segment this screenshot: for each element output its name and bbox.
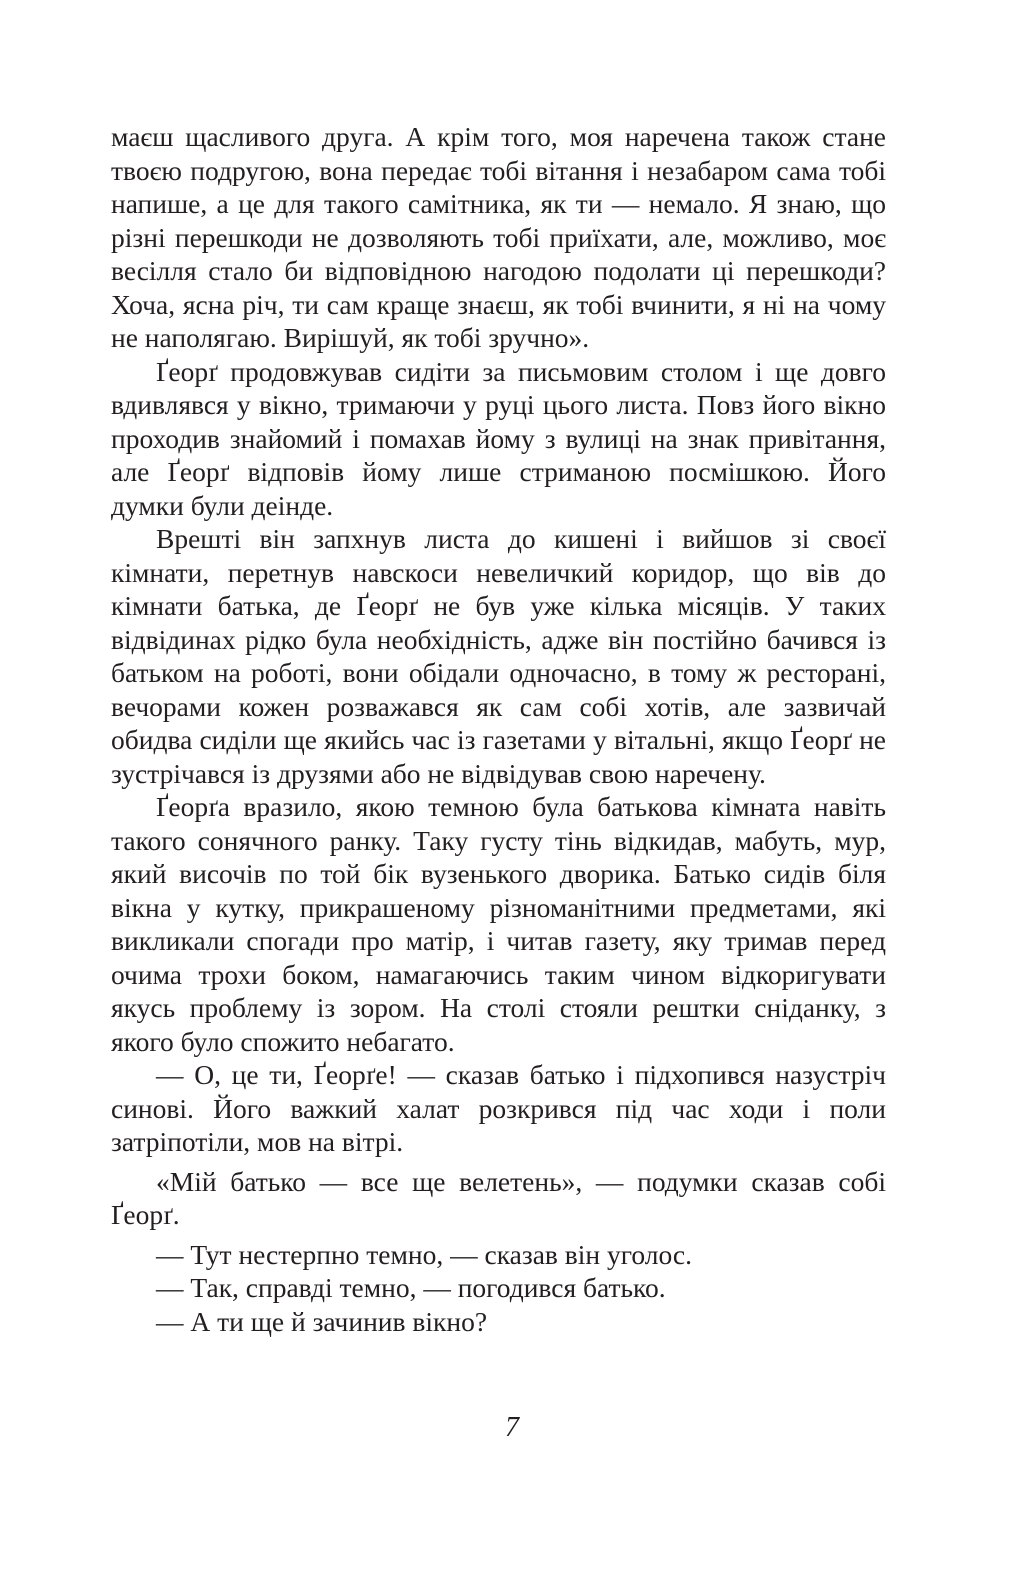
paragraph: Ґеорґ продовжував сидіти за письмовим столом і ще довго вдивлявся у вікно, тримаючи у руці цього листа. Повз його вікно проходив знайомий і помахав йому з вулиці на знак привітання, але Ґеорґ відповів йому лише стриманою посмішкою. Його думки були деінде. [111, 355, 886, 521]
paragraph: — Тут нестерпно темно, — сказав він уголос. [156, 1238, 692, 1270]
paragraph: Врешті він запхнув листа до кишені і вийшов зі своєї кімнати, перетнув навскоси невеличкий коридор, що вів до кімнати батька, де Ґеорґ не був уже кілька місяців. У таких відвідинах рідко була необхідність, адже він постійно бачився із батьком на роботі, вони обідали одночасно, в тому ж ресторані, вечорами кожен розважався як сам собі хотів, але зазвичай обидва сиділи ще якийсь час із газетами у вітальні, якщо Ґеорґ не зустрічався із друзями або не відвідував свою наречену. [111, 523, 886, 789]
page-body [111, 120, 886, 1338]
paragraph: Ґеорґа вразило, якою темною була батькова кімната навіть такого сонячного ранку. Таку густу тінь відкидав, мабуть, мур, який височів по той бік вузенького дворика. Батько сидів біля вікна у кутку, прикрашеному різноманітними предметами, які викликали спогади про матір, і читав газету, яку тримав перед очима трохи боком, намагаючись таким чином відкоригувати якусь проблему із зором. На столі стояли рештки сніданку, з якого було спожито небагато. [111, 791, 886, 1057]
paragraph: «Мій батько — все ще велетень», — подумки сказав собі Ґеорґ. [111, 1165, 886, 1230]
page-number: 7 [505, 1412, 519, 1443]
paragraph: маєш щасливого друга. А крім того, моя наречена також стане твоєю подругою, вона передає тобі вітання і незабаром сама тобі напише, а це для такого самітника, як ти — немало. Я знаю, що різні перешкоди не дозволяють тобі приїхати, але, можливо, моє весілля стало би відповідною нагодою подолати ці перешкоди? Хоча, ясна річ, ти сам краще знаєш, як тобі вчинити, я ні на чому не наполягаю. Вирішуй, як тобі зручно». [111, 121, 886, 353]
paragraph: — О, це ти, Ґеорґе! — сказав батько і підхопився назустріч синові. Його важкий халат розкрився під час ходи і поли затріпотіли, мов на вітрі. [111, 1059, 886, 1157]
paragraph: — Так, справді темно, — погодився батько. [156, 1272, 666, 1303]
paragraph: — А ти ще й зачинив вікно? [156, 1305, 488, 1337]
